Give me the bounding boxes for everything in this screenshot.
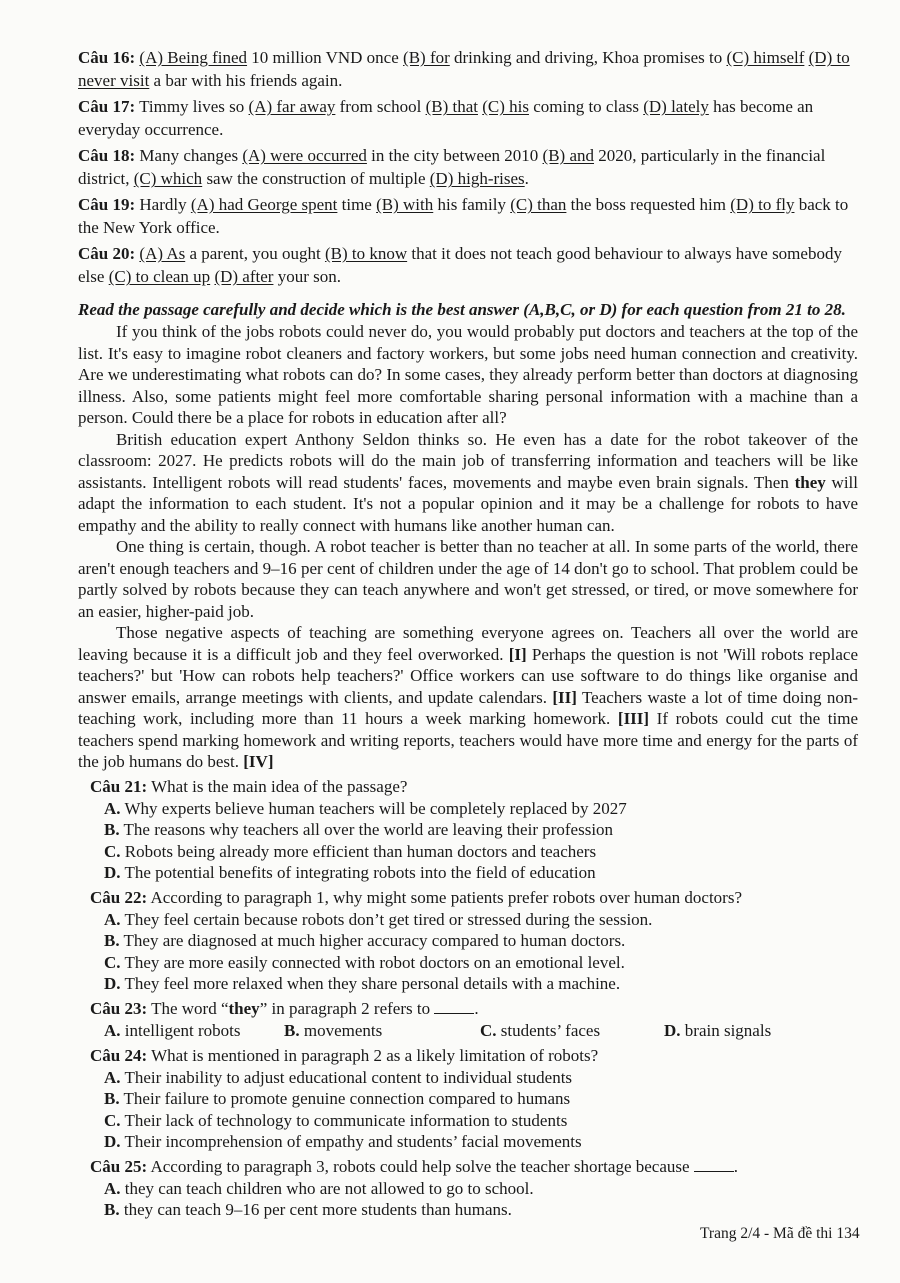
question-text: has become an everyday occurrence. <box>78 97 814 139</box>
underlined-option: (B) with <box>376 195 434 214</box>
marker-ii: [II] <box>552 687 577 707</box>
underlined-option: (B) that <box>425 97 478 116</box>
option-a: A. Why experts believe human teachers will be completely replaced by 2027 <box>104 798 627 818</box>
question-number: Câu 20: <box>78 244 136 263</box>
question-text: from school <box>335 97 426 116</box>
question-number: Câu 17: <box>78 97 136 116</box>
underlined-option: (D) to fly <box>730 195 795 214</box>
question-25: Câu 25: According to paragraph 3, robots could help solve the teacher shortage because . A. they can teach children who are not allowed to go to school. B. they can teach 9–16 per cent more students than humans. <box>78 1156 858 1221</box>
passage-paragraph-4: Those negative aspects of teaching are something everyone agrees on. Teachers all over the world are leaving because it is a difficult job and they feel overworked. [I] Perhaps the question is not 'Will robots replace teachers?' but 'How can robots help teachers?' Office workers can use software to do things like organise and answer emails, arrange meetings with clients, and update calendars. [II] Teachers waste a lot of time doing non-teaching work, including more than 11 hours a week marking homework. [III] If robots could cut the time teachers spend marking homework and writing reports, teachers would have more time and energy for the parts of the job humans do best. [IV] <box>78 623 858 771</box>
passage-paragraph-1: If you think of the jobs robots could never do, you would probably put doctors and teachers at the top of the list. It's easy to imagine robot cleaners and factory workers, but some jobs need human connection and creativity. Are we underestimating what robots can do? In some cases, they already perform better than doctors at diagnosing illness. Also, some patients might feel more comfortable sharing personal information with a machine than a person. Could there be a place for robots in education after all? <box>78 322 858 427</box>
question-number: Câu 16: <box>78 48 136 67</box>
question-18 <box>78 144 858 190</box>
options-row <box>104 1020 858 1042</box>
question-text: Timmy lives so <box>135 97 249 116</box>
question-text: drinking and driving, Khoa promises to <box>449 48 727 67</box>
question-text: the boss requested him <box>566 195 731 214</box>
passage-paragraph-3: One thing is certain, though. A robot teacher is better than no teacher at all. In some parts of the world, there aren't enough teachers and 9–16 per cent of children under the age of 14 don't go to school. That problem could be partly solved by robots because they can teach anywhere and won't get stressed, or tired, or move somewhere for an easier, higher-paid job. <box>78 537 858 621</box>
underlined-option: (C) to clean up <box>108 267 211 286</box>
underlined-option: (C) his <box>482 97 529 116</box>
option-d: D. They feel more relaxed when they share personal details with a machine. <box>104 974 621 993</box>
marker-i: [I] <box>508 644 527 664</box>
option-b: B. Their failure to promote genuine connection compared to humans <box>104 1089 571 1108</box>
error-identification-section <box>78 46 858 288</box>
underlined-option: (D) to never visit <box>78 48 850 90</box>
question-16 <box>78 46 858 92</box>
passage-paragraph-2: British education expert Anthony Seldon thinks so. He even has a date for the robot takeover of the classroom: 2027. He predicts robots will do the main job of transferring information and teachers will be like assistants. Intelligent robots will read students' faces, movements and maybe even brain signals. Then they will adapt the information to each student. It's not a popular opinion and it may be a challenge for robots to have empathy and the ability to really connect with humans like another human can. <box>78 429 858 535</box>
option-b: B. movements <box>284 1020 383 1040</box>
question-text: time <box>337 195 377 214</box>
option-a: A. Their inability to adjust educational content to individual students <box>104 1067 573 1087</box>
question-text: in the city between 2010 <box>366 146 543 165</box>
question-text: coming to class <box>528 97 644 116</box>
option-b: B. they can teach 9–16 per cent more students than humans. <box>104 1200 512 1219</box>
reading-passage <box>78 321 858 773</box>
referent-word: they <box>794 472 826 492</box>
option-a: A. intelligent robots <box>104 1020 241 1040</box>
marker-iii: [III] <box>617 709 650 728</box>
underlined-option: (C) which <box>133 169 203 188</box>
page-footer: Trang 2/4 - Mã đề thi 134 <box>700 1225 860 1242</box>
answer-blank <box>694 1157 734 1172</box>
underlined-option: (A) As <box>139 244 186 263</box>
question-text: back to the New York office. <box>78 195 849 237</box>
question-20 <box>78 242 858 288</box>
underlined-option: (A) were occurred <box>242 146 367 165</box>
option-a: A. They feel certain because robots don’t get tired or stressed during the session. <box>104 909 653 929</box>
question-19 <box>78 193 858 239</box>
question-text: 2020, particularly in the financial district, <box>78 146 826 188</box>
question-17 <box>78 95 858 141</box>
underlined-option: (D) after <box>214 267 274 286</box>
underlined-option: (C) than <box>510 195 567 214</box>
question-number: Câu 19: <box>78 195 136 214</box>
question-text: your son. <box>273 267 341 286</box>
underlined-option: (A) Being fined <box>139 48 248 67</box>
underlined-option: (D) lately <box>643 97 709 116</box>
question-text: 10 million VND once <box>247 48 404 67</box>
option-d: D. The potential benefits of integrating robots into the field of education <box>104 863 596 882</box>
question-21: Câu 21: What is the main idea of the passage? A. Why experts believe human teachers will be completely replaced by 2027 B. The reasons why teachers all over the world are leaving their profession C. Robots being already more efficient than human doctors and teachers D. The potential benefits of integrating robots into the field of education <box>78 776 858 884</box>
underlined-option: (B) to know <box>324 244 408 263</box>
option-c: C. Robots being already more efficient than human doctors and teachers <box>104 841 597 861</box>
reading-instruction: Read the passage carefully and decide which is the best answer (A,B,C, or D) for each question from 21 to 28. <box>78 300 846 319</box>
question-text: his family <box>433 195 511 214</box>
question-text: that it does not teach good behaviour to always have somebody else <box>78 244 842 286</box>
question-text: Hardly <box>135 195 191 214</box>
underlined-option: (A) far away <box>248 97 336 116</box>
underlined-option: (A) had George spent <box>190 195 338 214</box>
question-number: Câu 18: <box>78 146 136 165</box>
question-text: a parent, you ought <box>185 244 325 263</box>
question-text: . <box>524 169 529 188</box>
option-b: B. The reasons why teachers all over the world are leaving their profession <box>104 820 614 839</box>
question-text: Many changes <box>135 146 243 165</box>
option-c: C. They are more easily connected with robot doctors on an emotional level. <box>104 952 625 972</box>
option-d: D. brain signals <box>664 1020 772 1040</box>
question-22: Câu 22: According to paragraph 1, why might some patients prefer robots over human doctors? A. They feel certain because robots don’t get tired or stressed during the session. B. They are diagnosed at much higher accuracy compared to human doctors. C. They are more easily connected with robot doctors on an emotional level. D. They feel more relaxed when they share personal details with a machine. <box>78 887 858 995</box>
underlined-option: (C) himself <box>726 48 805 67</box>
question-text: saw the construction of multiple <box>202 169 430 188</box>
option-c: C. students’ faces <box>480 1020 601 1040</box>
question-23: Câu 23: The word “they” in paragraph 2 refers to . A. intelligent robots B. movements C. students’ faces D. brain signals <box>78 998 858 1042</box>
exam-page <box>78 46 858 1221</box>
underlined-option: (B) for <box>403 48 450 67</box>
underlined-option: (B) and <box>542 146 595 165</box>
answer-blank <box>434 999 474 1014</box>
option-c: C. Their lack of technology to communicate information to students <box>104 1110 568 1130</box>
marker-iv: [IV] <box>243 752 274 771</box>
option-b: B. They are diagnosed at much higher accuracy compared to human doctors. <box>104 931 626 950</box>
option-a: A. they can teach children who are not allowed to go to school. <box>104 1178 534 1198</box>
option-d: D. Their incomprehension of empathy and students’ facial movements <box>104 1132 582 1151</box>
underlined-option: (D) high-rises <box>429 169 525 188</box>
question-24: Câu 24: What is mentioned in paragraph 2 as a likely limitation of robots? A. Their inability to adjust educational content to individual students B. Their failure to promote genuine connection compared to humans C. Their lack of technology to communicate information to students D. Their incomprehension of empathy and students’ facial movements <box>78 1045 858 1153</box>
question-text: a bar with his friends again. <box>149 71 343 90</box>
